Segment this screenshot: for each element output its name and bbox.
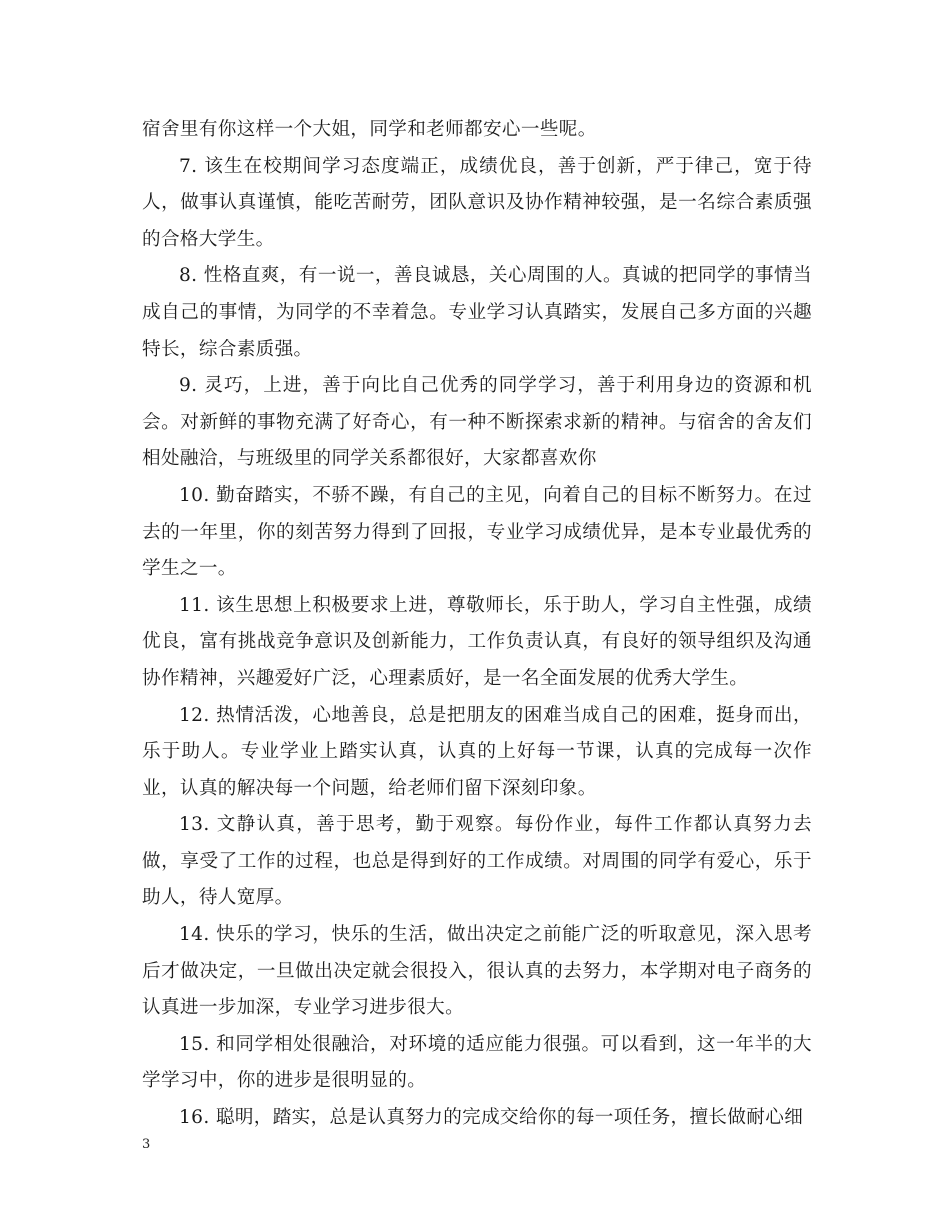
page-number: 3 (142, 1137, 151, 1152)
paragraph-item-11: 11. 该生思想上积极要求上进，尊敬师长，乐于助人，学习自主性强，成绩优良，富有挑战竞争意识及创新能力，工作负责认真，有良好的领导组织及沟通协作精神，兴趣爱好广泛，心理素质好，是一名全面发展的优秀大学生。 (142, 594, 812, 689)
paragraph-item-7: 7. 该生在校期间学习态度端正，成绩优良，善于创新，严于律己，宽于待人，做事认真谨慎，能吃苦耐劳，团队意识及协作精神较强，是一名综合素质强的合格大学生。 (142, 155, 812, 250)
paragraph-item-9: 9. 灵巧，上进，善于向比自己优秀的同学学习，善于利用身边的资源和机会。对新鲜的事物充满了好奇心，有一种不断探索求新的精神。与宿舍的舍友们相处融洽，与班级里的同学关系都很好，大家都喜欢你 (142, 375, 812, 470)
paragraph-item-8: 8. 性格直爽，有一说一，善良诚恳，关心周围的人。真诚的把同学的事情当成自己的事情，为同学的不幸着急。专业学习认真踏实，发展自己多方面的兴趣特长，综合素质强。 (142, 265, 812, 360)
paragraph-item-10: 10. 勤奋踏实，不骄不躁，有自己的主见，向着自己的目标不断努力。在过去的一年里，你的刻苦努力得到了回报，专业学习成绩优异，是本专业最优秀的学生之一。 (142, 484, 812, 580)
paragraph-item-13: 13. 文静认真，善于思考，勤于观察。每份作业，每件工作都认真努力去做，享受了工作的过程，也总是得到好的工作成绩。对周围的同学有爱心，乐于助人，待人宽厚。 (142, 814, 812, 909)
document-body (142, 112, 812, 1137)
paragraph-item-12: 12. 热情活泼，心地善良，总是把朋友的困难当成自己的困难，挺身而出，乐于助人。专业学业上踏实认真，认真的上好每一节课，认真的完成每一次作业，认真的解决每一个问题，给老师们留下深刻印象。 (142, 704, 812, 799)
paragraph-continuation: 宿舍里有你这样一个大姐，同学和老师都安心一些呢。 (142, 119, 597, 140)
paragraph-item-15: 15. 和同学相处很融洽，对环境的适应能力很强。可以看到，这一年半的大学学习中，你的进步是很明显的。 (142, 1033, 812, 1092)
paragraph-item-14: 14. 快乐的学习，快乐的生活，做出决定之前能广泛的听取意见，深入思考后才做决定，一旦做出决定就会很投入，很认真的去努力，本学期对电子商务的认真进一步加深，专业学习进步很大。 (142, 924, 812, 1019)
paragraph-item-16: 16. 聪明，踏实，总是认真努力的完成交给你的每一项任务，擅长做耐心细 (179, 1107, 804, 1129)
